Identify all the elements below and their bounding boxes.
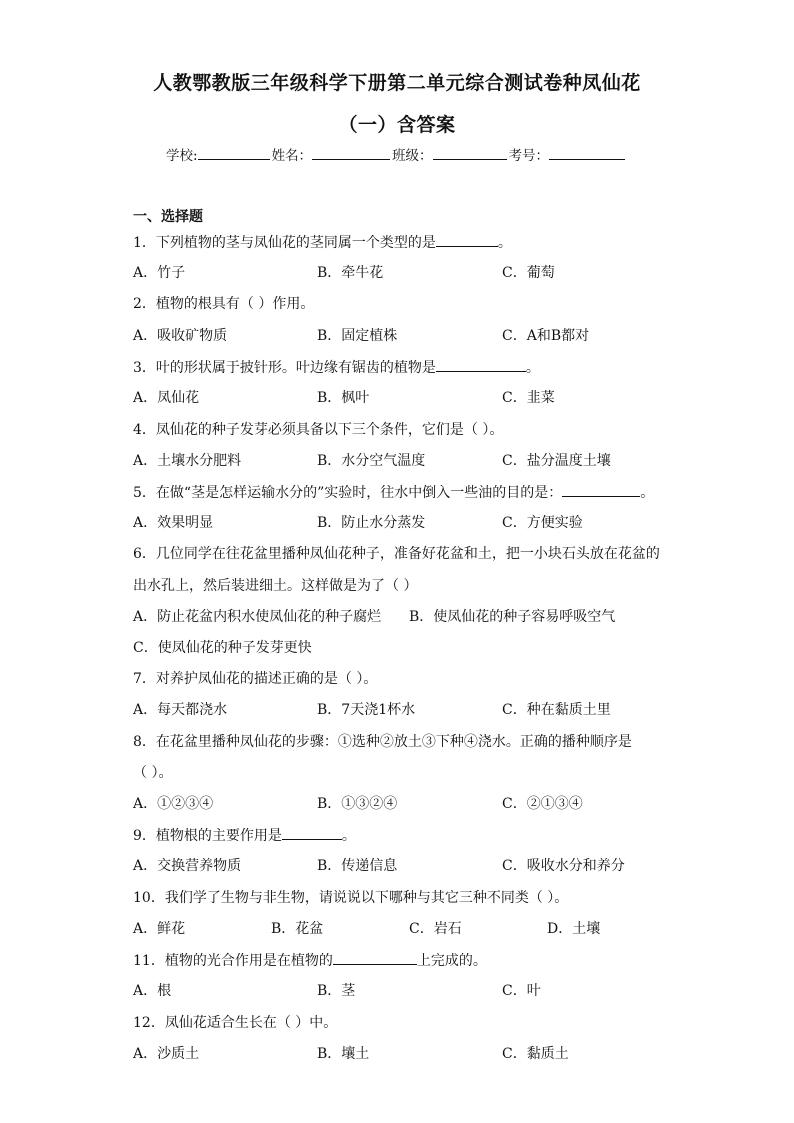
option-11-a[interactable]: A．根 [133, 983, 172, 999]
question-3: 3．叶的形状属于披针形。叶边缘有锯齿的植物是 。 [133, 360, 540, 376]
option-10-b[interactable]: B．花盆 [271, 921, 324, 937]
question-8-line2: （ ）。 [133, 765, 173, 781]
document-title-line2: （一）含答案 [338, 114, 456, 136]
question-4: 4．凤仙花的种子发芽必须具备以下三个条件，它们是（ ）。 [133, 422, 504, 438]
option-4-c[interactable]: C．盐分温度土壤 [502, 453, 611, 469]
question-6-line2: 出水孔上，然后装进细土。这样做是为了（ ） [133, 578, 418, 594]
name-blank[interactable] [312, 147, 390, 160]
option-7-c[interactable]: C．种在黏质土里 [502, 702, 611, 718]
option-9-c[interactable]: C．吸收水分和养分 [502, 858, 625, 874]
option-12-c[interactable]: C．黏质土 [502, 1046, 569, 1062]
option-10-d[interactable]: D．土壤 [547, 921, 601, 937]
section-title: 一、选择题 [133, 209, 203, 225]
option-5-a[interactable]: A．效果明显 [133, 515, 214, 531]
answer-blank-3[interactable] [436, 358, 526, 372]
option-9-b[interactable]: B．传递信息 [317, 858, 398, 874]
answer-blank-1[interactable] [436, 233, 498, 247]
exam-no-label: 考号： [508, 148, 550, 164]
option-7-b[interactable]: B．7天浇1杯水 [317, 702, 416, 718]
option-11-c[interactable]: C．叶 [502, 983, 541, 999]
option-1-c[interactable]: C．葡萄 [502, 265, 555, 281]
question-5: 5．在做“茎是怎样运输水分的”实验时，往水中倒入一些油的目的是： 。 [133, 485, 655, 501]
option-5-b[interactable]: B．防止水分蒸发 [317, 515, 426, 531]
class-blank[interactable] [433, 147, 507, 160]
school-blank[interactable] [198, 147, 270, 160]
exam-no-blank[interactable] [549, 147, 625, 160]
document-title-line1: 人教鄂教版三年级科学下册第二单元综合测试卷种凤仙花 [153, 72, 641, 94]
question-12: 12．凤仙花适合生长在（ ）中。 [133, 1015, 338, 1031]
answer-blank-9[interactable] [282, 826, 342, 840]
option-6-a[interactable]: A．防止花盆内积水使凤仙花的种子腐烂 [133, 609, 382, 625]
option-8-a[interactable]: A．①②③④ [133, 796, 214, 812]
option-12-b[interactable]: B．壤土 [317, 1046, 370, 1062]
option-8-c[interactable]: C．②①③④ [502, 796, 583, 812]
option-11-b[interactable]: B．茎 [317, 983, 356, 999]
option-1-a[interactable]: A．竹子 [133, 265, 186, 281]
option-5-c[interactable]: C．方便实验 [502, 515, 583, 531]
student-info-row [166, 144, 627, 164]
option-3-c[interactable]: C．韭菜 [502, 390, 555, 406]
option-10-a[interactable]: A．鲜花 [133, 921, 186, 937]
answer-blank-5[interactable] [562, 483, 640, 497]
question-6-line1: 6．几位同学在往花盆里播种凤仙花种子，准备好花盆和土，把一小块石头放在花盆的 [133, 546, 660, 562]
option-12-a[interactable]: A．沙质土 [133, 1046, 200, 1062]
question-7: 7．对养护凤仙花的描述正确的是（ ）。 [133, 671, 378, 687]
option-2-a[interactable]: A．吸收矿物质 [133, 328, 228, 344]
option-6-b[interactable]: B．使凤仙花的种子容易呼吸空气 [409, 609, 616, 625]
option-10-c[interactable]: C．岩石 [409, 921, 462, 937]
name-label: 姓名： [271, 148, 313, 164]
question-11: 11．植物的光合作用是在植物的 上完成的。 [133, 953, 487, 969]
option-2-c[interactable]: C．A和B都对 [502, 328, 590, 344]
option-3-b[interactable]: B．枫叶 [317, 390, 370, 406]
option-4-b[interactable]: B．水分空气温度 [317, 453, 426, 469]
option-9-a[interactable]: A．交换营养物质 [133, 858, 242, 874]
school-label: 学校: [166, 148, 198, 164]
option-6-c[interactable]: C．使凤仙花的种子发芽更快 [133, 640, 312, 656]
option-2-b[interactable]: B．固定植株 [317, 328, 398, 344]
class-label: 班级： [392, 148, 433, 164]
question-2: 2．植物的根具有（ ）作用。 [133, 296, 315, 312]
question-10: 10．我们学了生物与非生物，请说说以下哪种与其它三种不同类（ ）。 [133, 890, 569, 906]
option-8-b[interactable]: B．①③②④ [317, 796, 398, 812]
option-3-a[interactable]: A．凤仙花 [133, 390, 200, 406]
option-1-b[interactable]: B．牵牛花 [317, 265, 384, 281]
answer-blank-11[interactable] [333, 951, 417, 965]
option-4-a[interactable]: A．土壤水分肥料 [133, 453, 242, 469]
question-1: 1．下列植物的茎与凤仙花的茎同属一个类型的是 。 [133, 235, 512, 251]
question-9: 9．植物根的主要作用是 。 [133, 828, 356, 844]
question-8-line1: 8．在花盆里播种凤仙花的步骤：①选种②放土③下种④浇水。正确的播种顺序是 [133, 734, 632, 750]
option-7-a[interactable]: A．每天都浇水 [133, 702, 228, 718]
